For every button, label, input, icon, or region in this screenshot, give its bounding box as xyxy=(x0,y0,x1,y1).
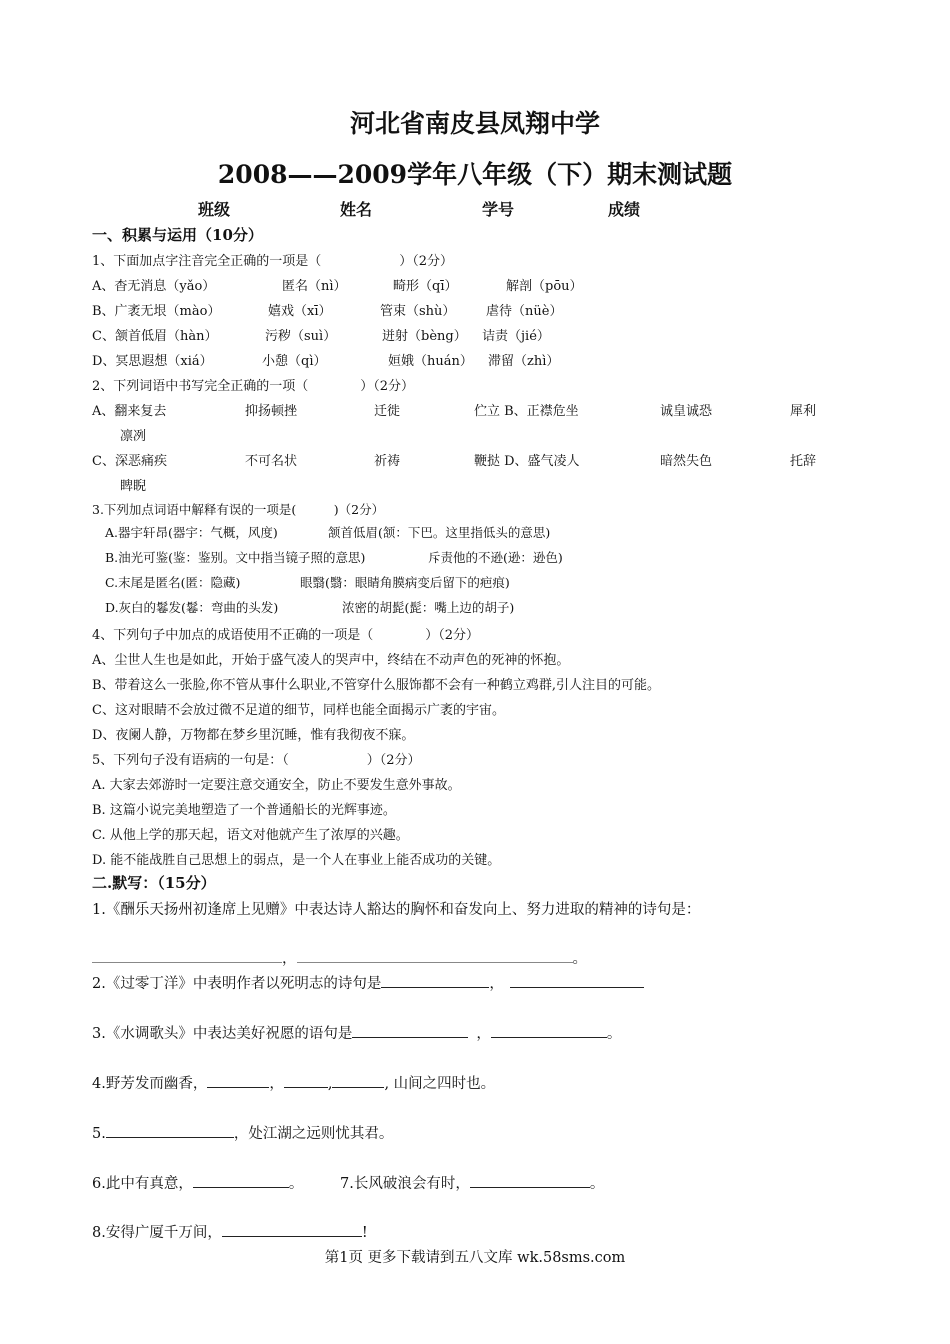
q2-r2-5: 暗然失色 xyxy=(660,454,713,469)
q4-option-a: A、尘世人生也是如此，开始于盛气凌人的哭声中，终结在不动声色的死神的怀抱。 xyxy=(92,653,570,668)
q2-r1-6: 犀利 xyxy=(790,404,817,419)
dictation-item-4: 4.野芳发而幽香， ， , , 山间之四时也。 xyxy=(92,1072,495,1093)
answer-blank[interactable] xyxy=(193,1173,289,1188)
q1-a-4: 解剖（pōu） xyxy=(506,279,583,294)
q3-b-1: B.油光可鉴(鉴：鉴别。文中指当镜子照的意思) xyxy=(105,550,366,565)
page-footer: 第1页 更多下载请到五八文库 wk.58sms.com xyxy=(324,1250,626,1266)
q3-prompt: 3.下列加点词语中解释有误的一项是( )（2分） xyxy=(92,502,385,517)
dictation-item-8: 8.安得广厦千万间， ! xyxy=(92,1221,368,1242)
answer-blank[interactable] xyxy=(297,948,573,963)
label-name: 姓名 xyxy=(340,200,373,219)
q5-option-c: C. 从他上学的那天起，语文对他就产生了浓厚的兴趣。 xyxy=(92,828,409,843)
dictation-item-2: 2.《过零丁洋》中表明作者以死明志的诗句是 ， xyxy=(92,972,644,993)
answer-blank[interactable] xyxy=(207,1073,269,1088)
q2-r1-5: 诚皇诚恐 xyxy=(660,404,713,419)
q2-r1-2: 抑扬顿挫 xyxy=(245,404,298,419)
q2-r2-6: 托辞 xyxy=(790,454,817,469)
label-student-id: 学号 xyxy=(482,200,515,219)
q1-a-1: A、杳无消息（yǎo） xyxy=(92,279,216,294)
dictation-item-7: 7.长风破浪会有时， 。 xyxy=(340,1172,604,1193)
q4-option-d: D、夜阑人静，万物都在梦乡里沉睡，惟有我彻夜不寐。 xyxy=(92,728,415,743)
q2-r2-3: 祈祷 xyxy=(374,454,401,469)
dictation-item-6: 6.此中有真意， 。 xyxy=(92,1172,303,1193)
answer-blank[interactable] xyxy=(510,973,644,988)
q2-r2-2: 不可名状 xyxy=(245,454,298,469)
q1-a-3: 畸形（qī） xyxy=(393,279,458,294)
q4-option-c: C、这对眼睛不会放过微不足道的细节，同样也能全面揭示广袤的宇宙。 xyxy=(92,703,505,718)
q3-a-2: 颔首低眉(颔：下巴。这里指低头的意思) xyxy=(328,525,551,540)
q1-b-3: 管束（shù） xyxy=(380,304,456,319)
answer-blank[interactable] xyxy=(470,1173,590,1188)
dictation-item-3: 3.《水调歌头》中表达美好祝愿的语句是 ， 。 xyxy=(92,1022,621,1043)
q3-c-2: 眼翳(翳：眼睛角膜病变后留下的疤痕) xyxy=(300,575,510,590)
q4-option-b: B、带着这么一张脸,你不管从事什么职业,不管穿什么服饰都不会有一种鹤立鸡群,引人注目的可能。 xyxy=(92,678,660,693)
q2-r2-wrap: 睥睨 xyxy=(120,479,147,494)
q1-c-1: C、颔首低眉（hàn） xyxy=(92,329,218,344)
q1-b-2: 嬉戏（xī） xyxy=(268,304,332,319)
dictation-item-1: 1.《酬乐天扬州初逢席上见赠》中表达诗人豁达的胸怀和奋发向上、努力进取的精神的诗句是： xyxy=(92,902,701,918)
label-score: 成绩 xyxy=(608,200,641,219)
q3-c-1: C.末尾是匿名(匿：隐藏) xyxy=(105,575,241,590)
q5-option-a: A. 大家去郊游时一定要注意交通安全，防止不要发生意外事故。 xyxy=(92,778,461,793)
answer-blank[interactable] xyxy=(491,1023,607,1038)
q1-d-3: 姮娥（huán） xyxy=(388,354,473,369)
q2-r1-3: 迁徙 xyxy=(374,404,401,419)
q3-d-1: D.灰白的鬈发(鬈：弯曲的头发) xyxy=(105,600,279,615)
q1-b-4: 虐待（nüè） xyxy=(486,304,563,319)
q1-a-2: 匿名（nì） xyxy=(282,279,347,294)
exam-subtitle: 2008——2009学年八年级（下）期末测试题 xyxy=(217,160,733,189)
section2-heading: 二.默写：（15分） xyxy=(92,874,216,892)
q2-prompt: 2、下列词语中书写完全正确的一项（ ）（2分） xyxy=(92,379,415,394)
q2-r2-1: C、深恶痛疾 xyxy=(92,454,167,469)
answer-blank[interactable] xyxy=(352,1023,468,1038)
q2-r2-4: 鞭挞 D、盛气凌人 xyxy=(474,454,580,469)
q1-c-2: 污秽（suì） xyxy=(265,329,337,344)
q2-r1-wrap: 凛冽 xyxy=(120,429,147,444)
q1-c-3: 迸射（bèng） xyxy=(382,329,467,344)
q3-d-2: 浓密的胡髭(髭：嘴上边的胡子) xyxy=(342,600,515,615)
q2-r1-4: 伫立 B、正襟危坐 xyxy=(474,404,579,419)
q1-d-2: 小憩（qì） xyxy=(262,354,327,369)
q3-b-2: 斥责他的不逊(逊：逊色) xyxy=(428,550,563,565)
answer-blank[interactable] xyxy=(381,973,489,988)
label-class: 班级 xyxy=(198,200,231,219)
dictation-item-1-blanks: ， 。 xyxy=(92,947,587,968)
q5-option-b: B. 这篇小说完美地塑造了一个普通船长的光辉事迹。 xyxy=(92,803,396,818)
q1-prompt: 1、下面加点字注音完全正确的一项是（ ）（2分） xyxy=(92,254,454,269)
q3-a-1: A.器宇轩昂(器宇：气概，风度) xyxy=(105,525,278,540)
section1-heading: 一、积累与运用（10分） xyxy=(92,226,263,244)
q5-prompt: 5、下列句子没有语病的一句是：（ ）（2分） xyxy=(92,753,421,768)
q1-b-1: B、广袤无垠（mào） xyxy=(92,304,221,319)
page-title: 河北省南皮县凤翔中学 xyxy=(349,109,600,138)
q1-c-4: 诘责（jié） xyxy=(482,329,550,344)
q1-d-4: 滞留（zhì） xyxy=(488,354,560,369)
q4-prompt: 4、下列句子中加点的成语使用不正确的一项是（ ）（2分） xyxy=(92,628,480,643)
q2-r1-1: A、翻来复去 xyxy=(92,404,167,419)
q1-d-1: D、冥思遐想（xiá） xyxy=(92,354,213,369)
q5-option-d: D. 能不能战胜自己思想上的弱点，是一个人在事业上能否成功的关键。 xyxy=(92,853,501,868)
answer-blank[interactable] xyxy=(284,1073,328,1088)
answer-blank[interactable] xyxy=(106,1123,234,1138)
answer-blank[interactable] xyxy=(92,948,282,963)
answer-blank[interactable] xyxy=(332,1073,384,1088)
answer-blank[interactable] xyxy=(222,1222,362,1237)
dictation-item-5: 5. ，处江湖之远则忧其君。 xyxy=(92,1122,393,1143)
